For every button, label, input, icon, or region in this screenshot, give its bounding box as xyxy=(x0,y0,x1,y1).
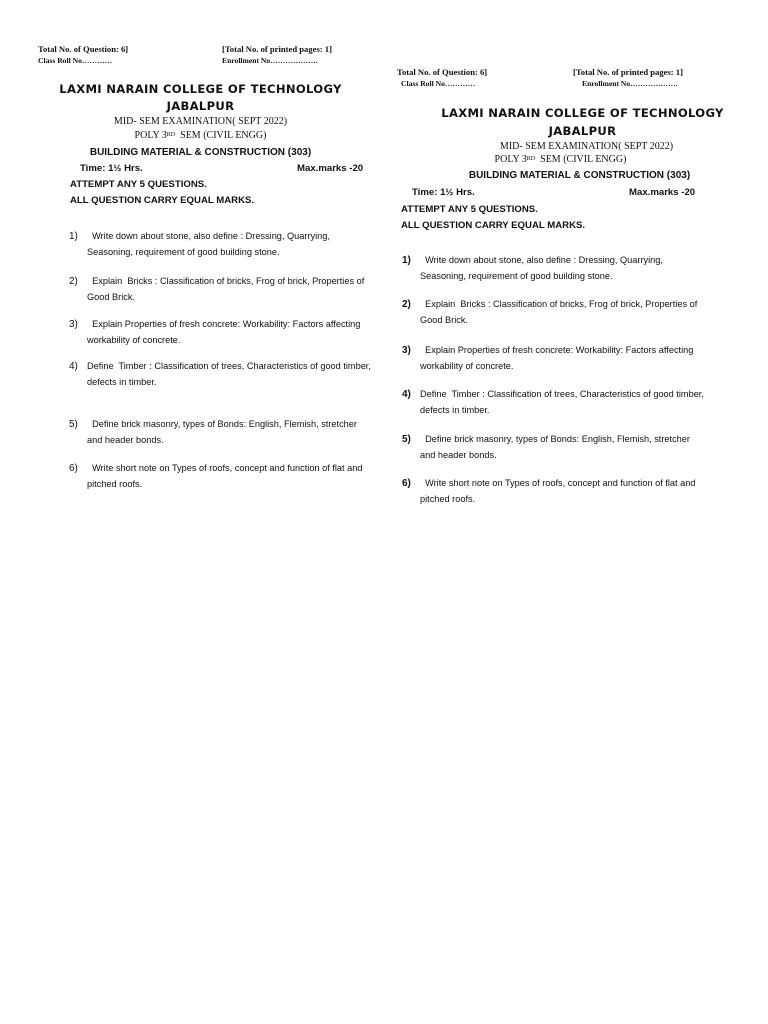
semester: POLY 3RD SEM (CIVIL ENGG) xyxy=(134,130,267,141)
class-roll-no: Class Roll No………… xyxy=(38,56,113,65)
instruction-equal-marks: ALL QUESTION CARRY EQUAL MARKS. xyxy=(70,195,255,206)
exam-title: MID- SEM EXAMINATION( SEPT 2022) xyxy=(113,116,288,127)
instruction-attempt: ATTEMPT ANY 5 QUESTIONS. xyxy=(401,204,538,215)
max-marks: Max.marks -20 xyxy=(297,163,364,174)
class-roll-no: Class Roll No………… xyxy=(401,79,476,88)
max-marks: Max.marks -20 xyxy=(629,187,696,198)
total-pages: [Total No. of printed pages: 1] xyxy=(573,67,683,77)
college-city: JABALPUR xyxy=(166,99,235,113)
college-name: LAXMI NARAIN COLLEGE OF TECHNOLOGY xyxy=(441,106,724,120)
instruction-attempt: ATTEMPT ANY 5 QUESTIONS. xyxy=(70,179,207,190)
exam-time: Time: 1½ Hrs. xyxy=(80,163,143,174)
subject-title: BUILDING MATERIAL & CONSTRUCTION (303) xyxy=(89,147,312,158)
enrollment-no: Enrollment No………………. xyxy=(222,56,318,65)
instruction-equal-marks: ALL QUESTION CARRY EQUAL MARKS. xyxy=(401,220,586,231)
question-paper-left: Total No. of Question: 6] [Total No. of printed pages: 1] Class Roll No………… Enrollment No………………. LAXMI NARAIN COLLEGE OF TECHNOLOGY JABALPUR MID- SEM EXAMINATION( SEPT 2022) POLY 3RD SEM (CIVIL ENGG) BUILDING MATERIAL & CONSTRUCTION (303) Time: 1½ Hrs. Max.marks -20 ATTEMPT ANY 5 QUESTIONS. ALL QUESTION CARRY EQUAL MARKS. 1) Write down about stone, also define : Dressing, Quarrying, Seasoning, requirement of good building stone. 2) Explain Bricks : Classification of bricks, Frog of brick, Properties of Good Brick. 3) Explain Properties of fresh concrete: Workability: Factors affecting workability of concrete. 4) Define Timber : Classification of trees, Characteristics of good timber, defects in timber. 5) Define brick masonry, types of Bonds: English, Flemish, stretcher and header bonds. 6) Write short note on Types of roofs, concept and function of flat and pitched roofs. xyxy=(38,44,374,489)
exam-title: MID- SEM EXAMINATION( SEPT 2022) xyxy=(499,141,674,152)
total-questions: Total No. of Question: 6] xyxy=(38,44,129,54)
subject-title: BUILDING MATERIAL & CONSTRUCTION (303) xyxy=(468,170,691,181)
exam-time: Time: 1½ Hrs. xyxy=(412,187,475,198)
enrollment-no: Enrollment No………………. xyxy=(582,79,678,88)
question-paper-right: Total No. of Question: 6] [Total No. of printed pages: 1] Class Roll No………… Enrollment No………………. LAXMI NARAIN COLLEGE OF TECHNOLOGY JABALPUR MID- SEM EXAMINATION( SEPT 2022) POLY 3RD SEM (CIVIL ENGG) BUILDING MATERIAL & CONSTRUCTION (303) Time: 1½ Hrs. Max.marks -20 ATTEMPT ANY 5 QUESTIONS. ALL QUESTION CARRY EQUAL MARKS. 1) Write down about stone, also define : Dressing, Quarrying, Seasoning, requirement of good building stone. 2) Explain Bricks : Classification of bricks, Frog of brick, Properties of Good Brick. 3) Explain Properties of fresh concrete: Workability: Factors affecting workability of concrete. 4) Define Timber : Classification of trees, Characteristics of good timber, defects in timber. 5) Define brick masonry, types of Bonds: English, Flemish, stretcher and header bonds. 6) Write short note on Types of roofs, concept and function of flat and pitched roofs. xyxy=(396,24,736,544)
college-name: LAXMI NARAIN COLLEGE OF TECHNOLOGY xyxy=(59,82,342,96)
college-city: JABALPUR xyxy=(548,124,617,138)
total-questions: Total No. of Question: 6] xyxy=(397,67,488,77)
total-pages: [Total No. of printed pages: 1] xyxy=(222,44,332,54)
semester: POLY 3RD SEM (CIVIL ENGG) xyxy=(494,154,627,165)
